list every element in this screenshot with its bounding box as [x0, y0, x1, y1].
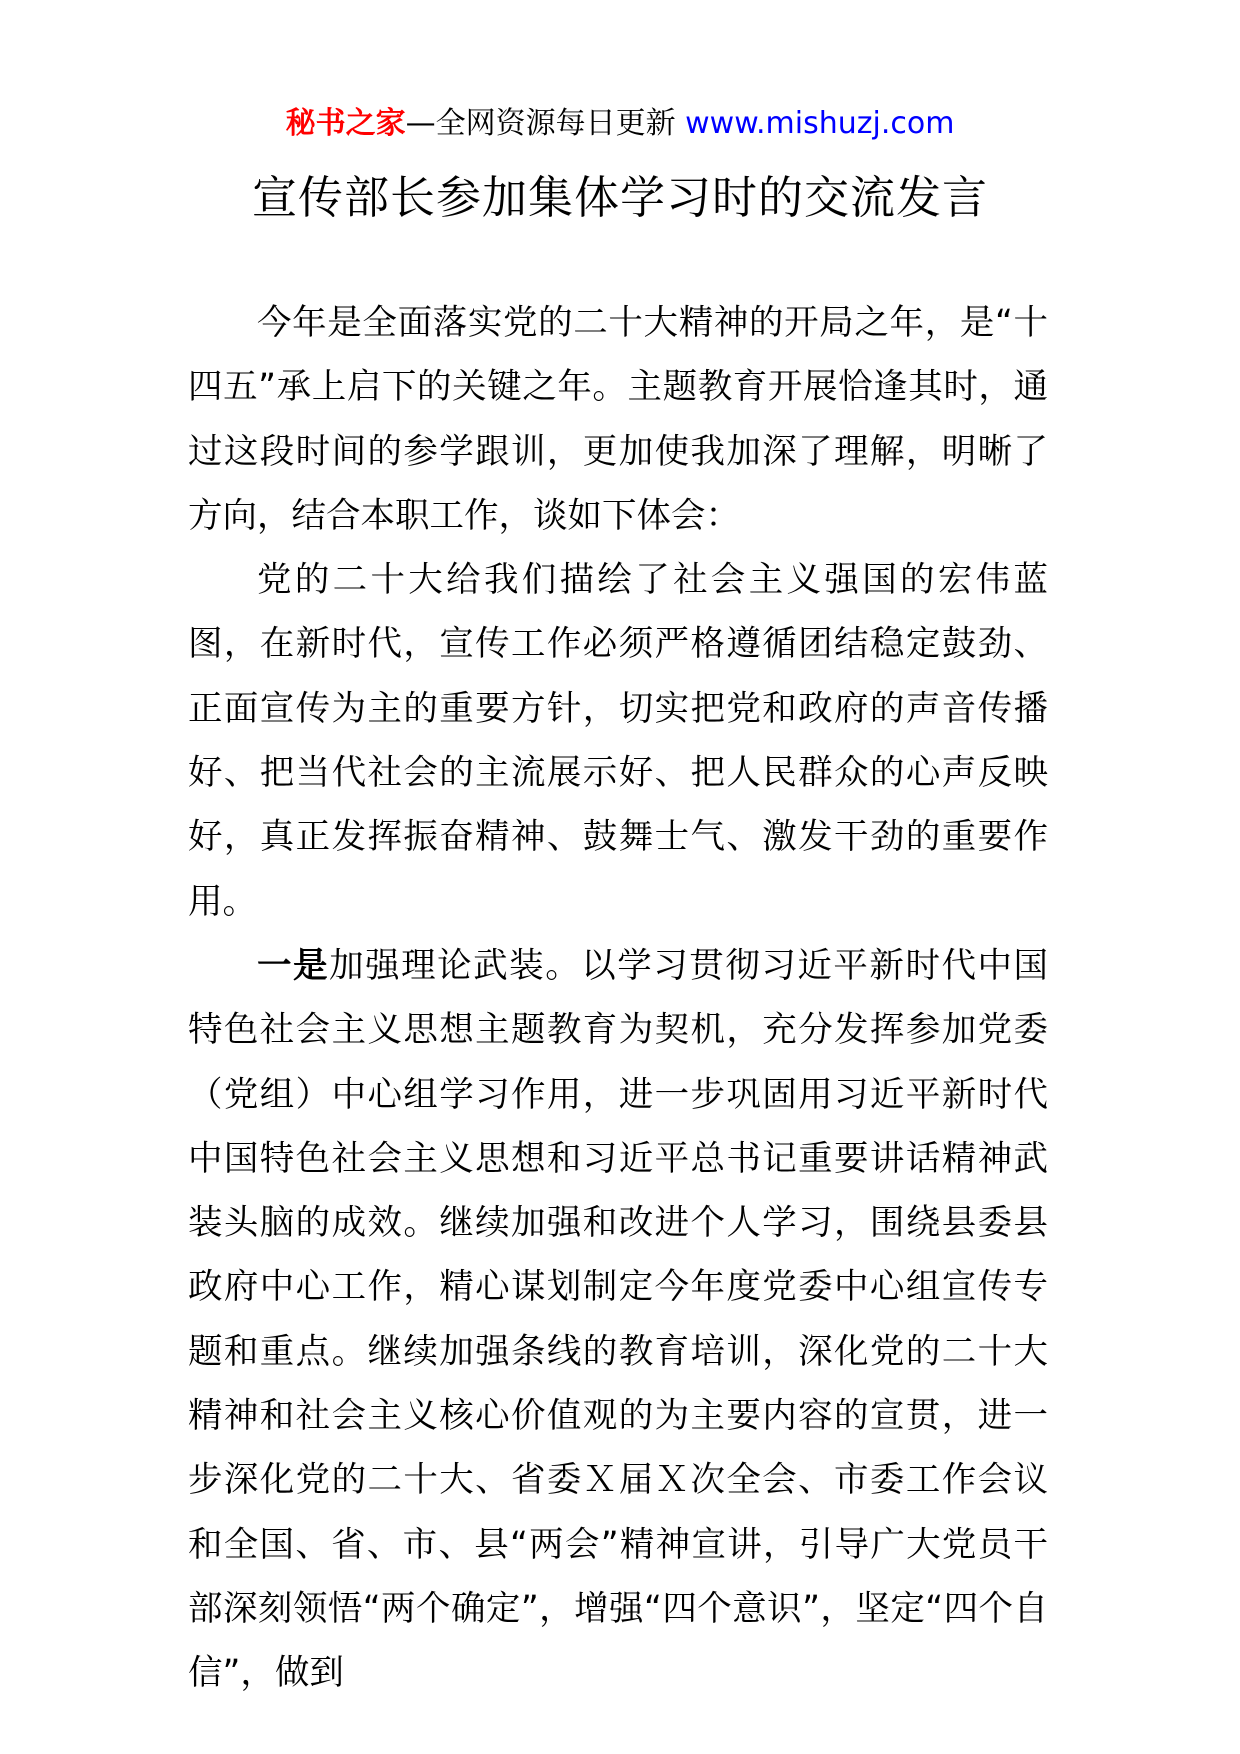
site-url-link[interactable]: www.mishuzj.com: [685, 106, 955, 141]
point-one-text: 加强理论武装。以学习贯彻习近平新时代中国特色社会主义思想主题教育为契机，充分发挥参加党委（党组）中心组学习作用，进一步巩固用习近平新时代中国特色社会主义思想和习近平总书记重要讲话精神武装头脑的成效。继续加强和改进个人学习，围绕县委县政府中心工作，精心谋划制定今年度党委中心组宣传专题和重点。继续加强条线的教育培训，深化党的二十大精神和社会主义核心价值观的为主要内容的宣贯，进一步深化党的二十大、省委Ｘ届Ｘ次全会、市委工作会议和全国、省、市、县“两会”精神宣讲，引导广大党员干部深刻领悟“两个确定”，增强“四个意识”，坚定“四个自信”，做到: [188, 945, 1049, 1694]
document-body: [188, 291, 1048, 1706]
paragraph-context: 党的二十大给我们描绘了社会主义强国的宏伟蓝图，在新时代，宣传工作必须严格遵循团结稳定鼓劲、正面宣传为主的重要方针，切实把党和政府的声音传播好、把当代社会的主流展示好、把人民群众的心声反映好，真正发挥振奋精神、鼓舞士气、激发干劲的重要作用。: [188, 560, 1048, 922]
site-header: [0, 104, 1240, 144]
site-brand: 秘书之家: [285, 106, 406, 141]
header-separator: —: [405, 106, 436, 141]
paragraph-intro: 今年是全面落实党的二十大精神的开局之年，是“十四五”承上启下的关键之年。主题教育开展恰逢其时，通过这段时间的参学跟训，更加使我加深了理解，明晰了方向，结合本职工作，谈如下体会：: [188, 303, 1048, 536]
header-tagline: 全网资源每日更新: [435, 106, 676, 141]
paragraph-point-one: [188, 934, 1048, 1706]
point-one-lead: 一是: [257, 945, 330, 986]
document-title: 宣传部长参加集体学习时的交流发言: [251, 171, 988, 224]
